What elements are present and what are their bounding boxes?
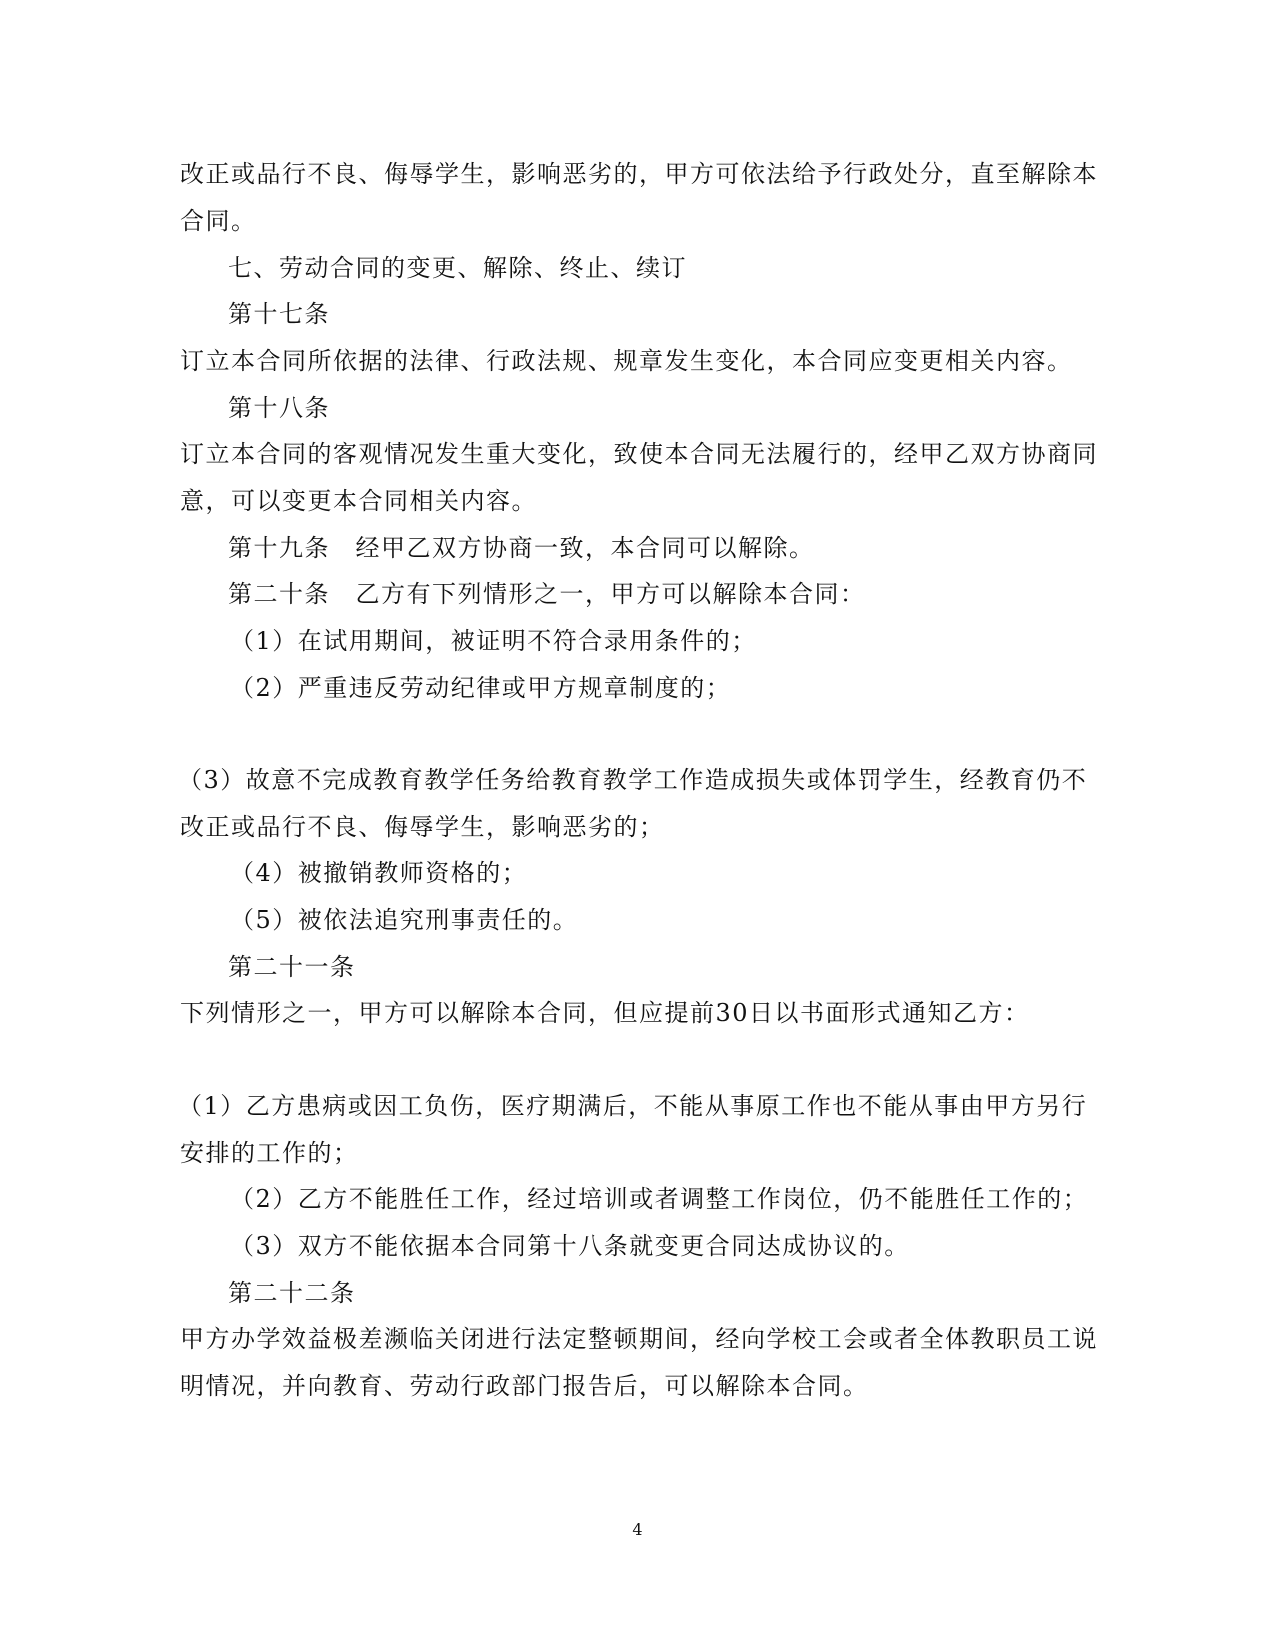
- list-item: （1）在试用期间，被证明不符合录用条件的；: [230, 627, 757, 655]
- paragraph-line: 改正或品行不良、侮辱学生，影响恶劣的；: [180, 813, 665, 841]
- list-item: （3）故意不完成教育教学任务给教育教学工作造成损失或体罚学生，经教育仍不: [178, 766, 1088, 794]
- paragraph-line: 订立本合同的客观情况发生重大变化，致使本合同无法履行的，经甲乙双方协商同: [180, 440, 1098, 468]
- list-item: （2）乙方不能胜任工作，经过培训或者调整工作岗位，仍不能胜任工作的；: [230, 1185, 1089, 1213]
- paragraph-line: 合同。: [180, 207, 257, 235]
- list-item: （1）乙方患病或因工负伤，医疗期满后，不能从事原工作也不能从事由甲方另行: [178, 1092, 1088, 1120]
- article-line: 第十九条 经甲乙双方协商一致，本合同可以解除。: [228, 534, 815, 562]
- page-number: 4: [632, 1520, 643, 1539]
- paragraph-line: 安排的工作的；: [180, 1139, 359, 1167]
- section-heading: 七、劳动合同的变更、解除、终止、续订: [228, 254, 687, 282]
- list-item: （5）被依法追究刑事责任的。: [230, 906, 579, 934]
- article-heading: 第二十二条: [228, 1279, 356, 1307]
- paragraph-line: 订立本合同所依据的法律、行政法规、规章发生变化，本合同应变更相关内容。: [180, 347, 1073, 375]
- article-heading: 第十七条: [228, 300, 330, 328]
- list-item: （3）双方不能依据本合同第十八条就变更合同达成协议的。: [230, 1232, 910, 1260]
- paragraph-line: 改正或品行不良、侮辱学生，影响恶劣的，甲方可依法给予行政处分，直至解除本: [180, 160, 1098, 188]
- list-item: （4）被撤销教师资格的；: [230, 859, 528, 887]
- list-item: （2）严重违反劳动纪律或甲方规章制度的；: [230, 674, 732, 702]
- article-line: 第二十条 乙方有下列情形之一，甲方可以解除本合同：: [228, 580, 866, 608]
- paragraph-line: 明情况，并向教育、劳动行政部门报告后，可以解除本合同。: [180, 1372, 869, 1400]
- article-heading: 第十八条: [228, 394, 330, 422]
- paragraph-line: 甲方办学效益极差濒临关闭进行法定整顿期间，经向学校工会或者全体教职员工说: [180, 1325, 1098, 1353]
- paragraph-line: 下列情形之一，甲方可以解除本合同，但应提前30日以书面形式通知乙方：: [180, 999, 1030, 1027]
- paragraph-line: 意，可以变更本合同相关内容。: [180, 487, 537, 515]
- article-heading: 第二十一条: [228, 953, 356, 981]
